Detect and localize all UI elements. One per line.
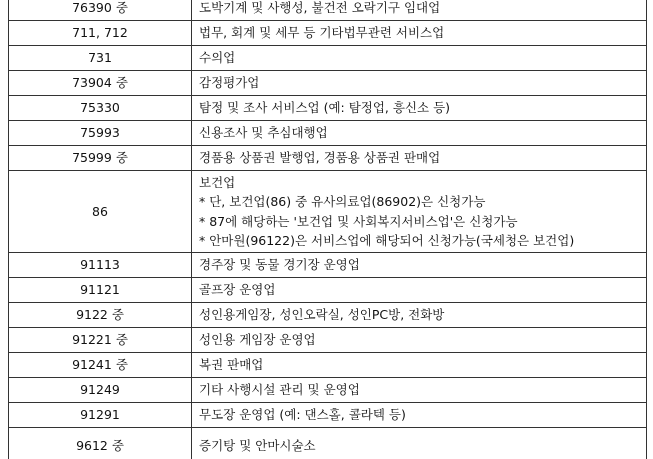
industry-description-cell (192, 328, 647, 353)
industry-code-cell: 91113 (9, 253, 192, 278)
industry-description-cell (192, 378, 647, 403)
description-line: 성인용게임장, 성인오락실, 성인PC방, 전화방 (199, 307, 445, 323)
description-line: 도박기계 및 사행성, 불건전 오락기구 임대업 (199, 0, 441, 16)
table-row (9, 378, 647, 403)
industry-code-table (8, 0, 647, 459)
industry-description-cell (192, 21, 647, 46)
industry-code-cell: 75993 (9, 121, 192, 146)
description-line: 감정평가업 (199, 75, 260, 91)
industry-code-cell: 73904 중 (9, 71, 192, 96)
industry-code-cell: 9612 중 (9, 428, 192, 459)
industry-description-cell (192, 96, 647, 121)
table-body (9, 0, 647, 459)
industry-code-cell: 91291 (9, 403, 192, 428)
industry-description-cell (192, 0, 647, 21)
description-line: 경주장 및 동물 경기장 운영업 (199, 257, 360, 273)
industry-description-cell (192, 46, 647, 71)
table-row (9, 278, 647, 303)
industry-code-cell: 9122 중 (9, 303, 192, 328)
industry-code-cell: 75999 중 (9, 146, 192, 171)
description-line: 성인용 게임장 운영업 (199, 332, 316, 348)
description-line: 골프장 운영업 (199, 282, 276, 298)
industry-code-cell: 91121 (9, 278, 192, 303)
description-line: 증기탕 및 안마시술소 (199, 437, 316, 453)
table-row (9, 71, 647, 96)
industry-code-cell: 91249 (9, 378, 192, 403)
table-row (9, 21, 647, 46)
description-line: 신용조사 및 추심대행업 (199, 125, 328, 141)
table-row (9, 403, 647, 428)
industry-description-cell (192, 428, 647, 459)
table-row (9, 121, 647, 146)
industry-description-cell (192, 146, 647, 171)
industry-description-cell (192, 353, 647, 378)
industry-code-cell: 76390 중 (9, 0, 192, 21)
description-note: * 단, 보건업(86) 중 유사의료업(86902)은 신청가능 (199, 194, 486, 209)
description-line: 경품용 상품권 발행업, 경품용 상품권 판매업 (199, 150, 441, 166)
table-row (9, 171, 647, 253)
industry-description-cell (192, 121, 647, 146)
table-row (9, 96, 647, 121)
table-row (9, 303, 647, 328)
table-row (9, 428, 647, 459)
industry-code-cell: 91241 중 (9, 353, 192, 378)
description-line: 탐정 및 조사 서비스업 (예: 탐정업, 흥신소 등) (199, 100, 451, 116)
description-note: * 안마원(96122)은 서비스업에 해당되어 신청가능(국세청은 보건업) (199, 233, 575, 248)
industry-code-cell: 75330 (9, 96, 192, 121)
table-row (9, 46, 647, 71)
description-line: 보건업 (199, 174, 236, 190)
industry-description-cell (192, 278, 647, 303)
table-row (9, 353, 647, 378)
industry-description-cell (192, 303, 647, 328)
industry-description-cell (192, 403, 647, 428)
table-row (9, 253, 647, 278)
industry-description-cell (192, 253, 647, 278)
table-row (9, 0, 647, 21)
description-note: * 87에 해당하는 '보건업 및 사회복지서비스업'은 신청가능 (199, 213, 518, 229)
industry-code-cell: 711, 712 (9, 21, 192, 46)
industry-description-cell (192, 71, 647, 96)
industry-code-cell: 86 (9, 171, 192, 253)
table-row (9, 328, 647, 353)
description-line: 기타 사행시설 관리 및 운영업 (199, 382, 360, 398)
description-line: 수의업 (199, 50, 236, 66)
industry-code-cell: 731 (9, 46, 192, 71)
description-line: 법무, 회계 및 세무 등 기타법무관련 서비스업 (199, 25, 445, 41)
description-line: 무도장 운영업 (예: 댄스홀, 콜라텍 등) (199, 407, 406, 423)
industry-description-cell (192, 171, 647, 253)
table-row (9, 146, 647, 171)
industry-code-cell: 91221 중 (9, 328, 192, 353)
description-line: 복권 판매업 (199, 357, 264, 373)
